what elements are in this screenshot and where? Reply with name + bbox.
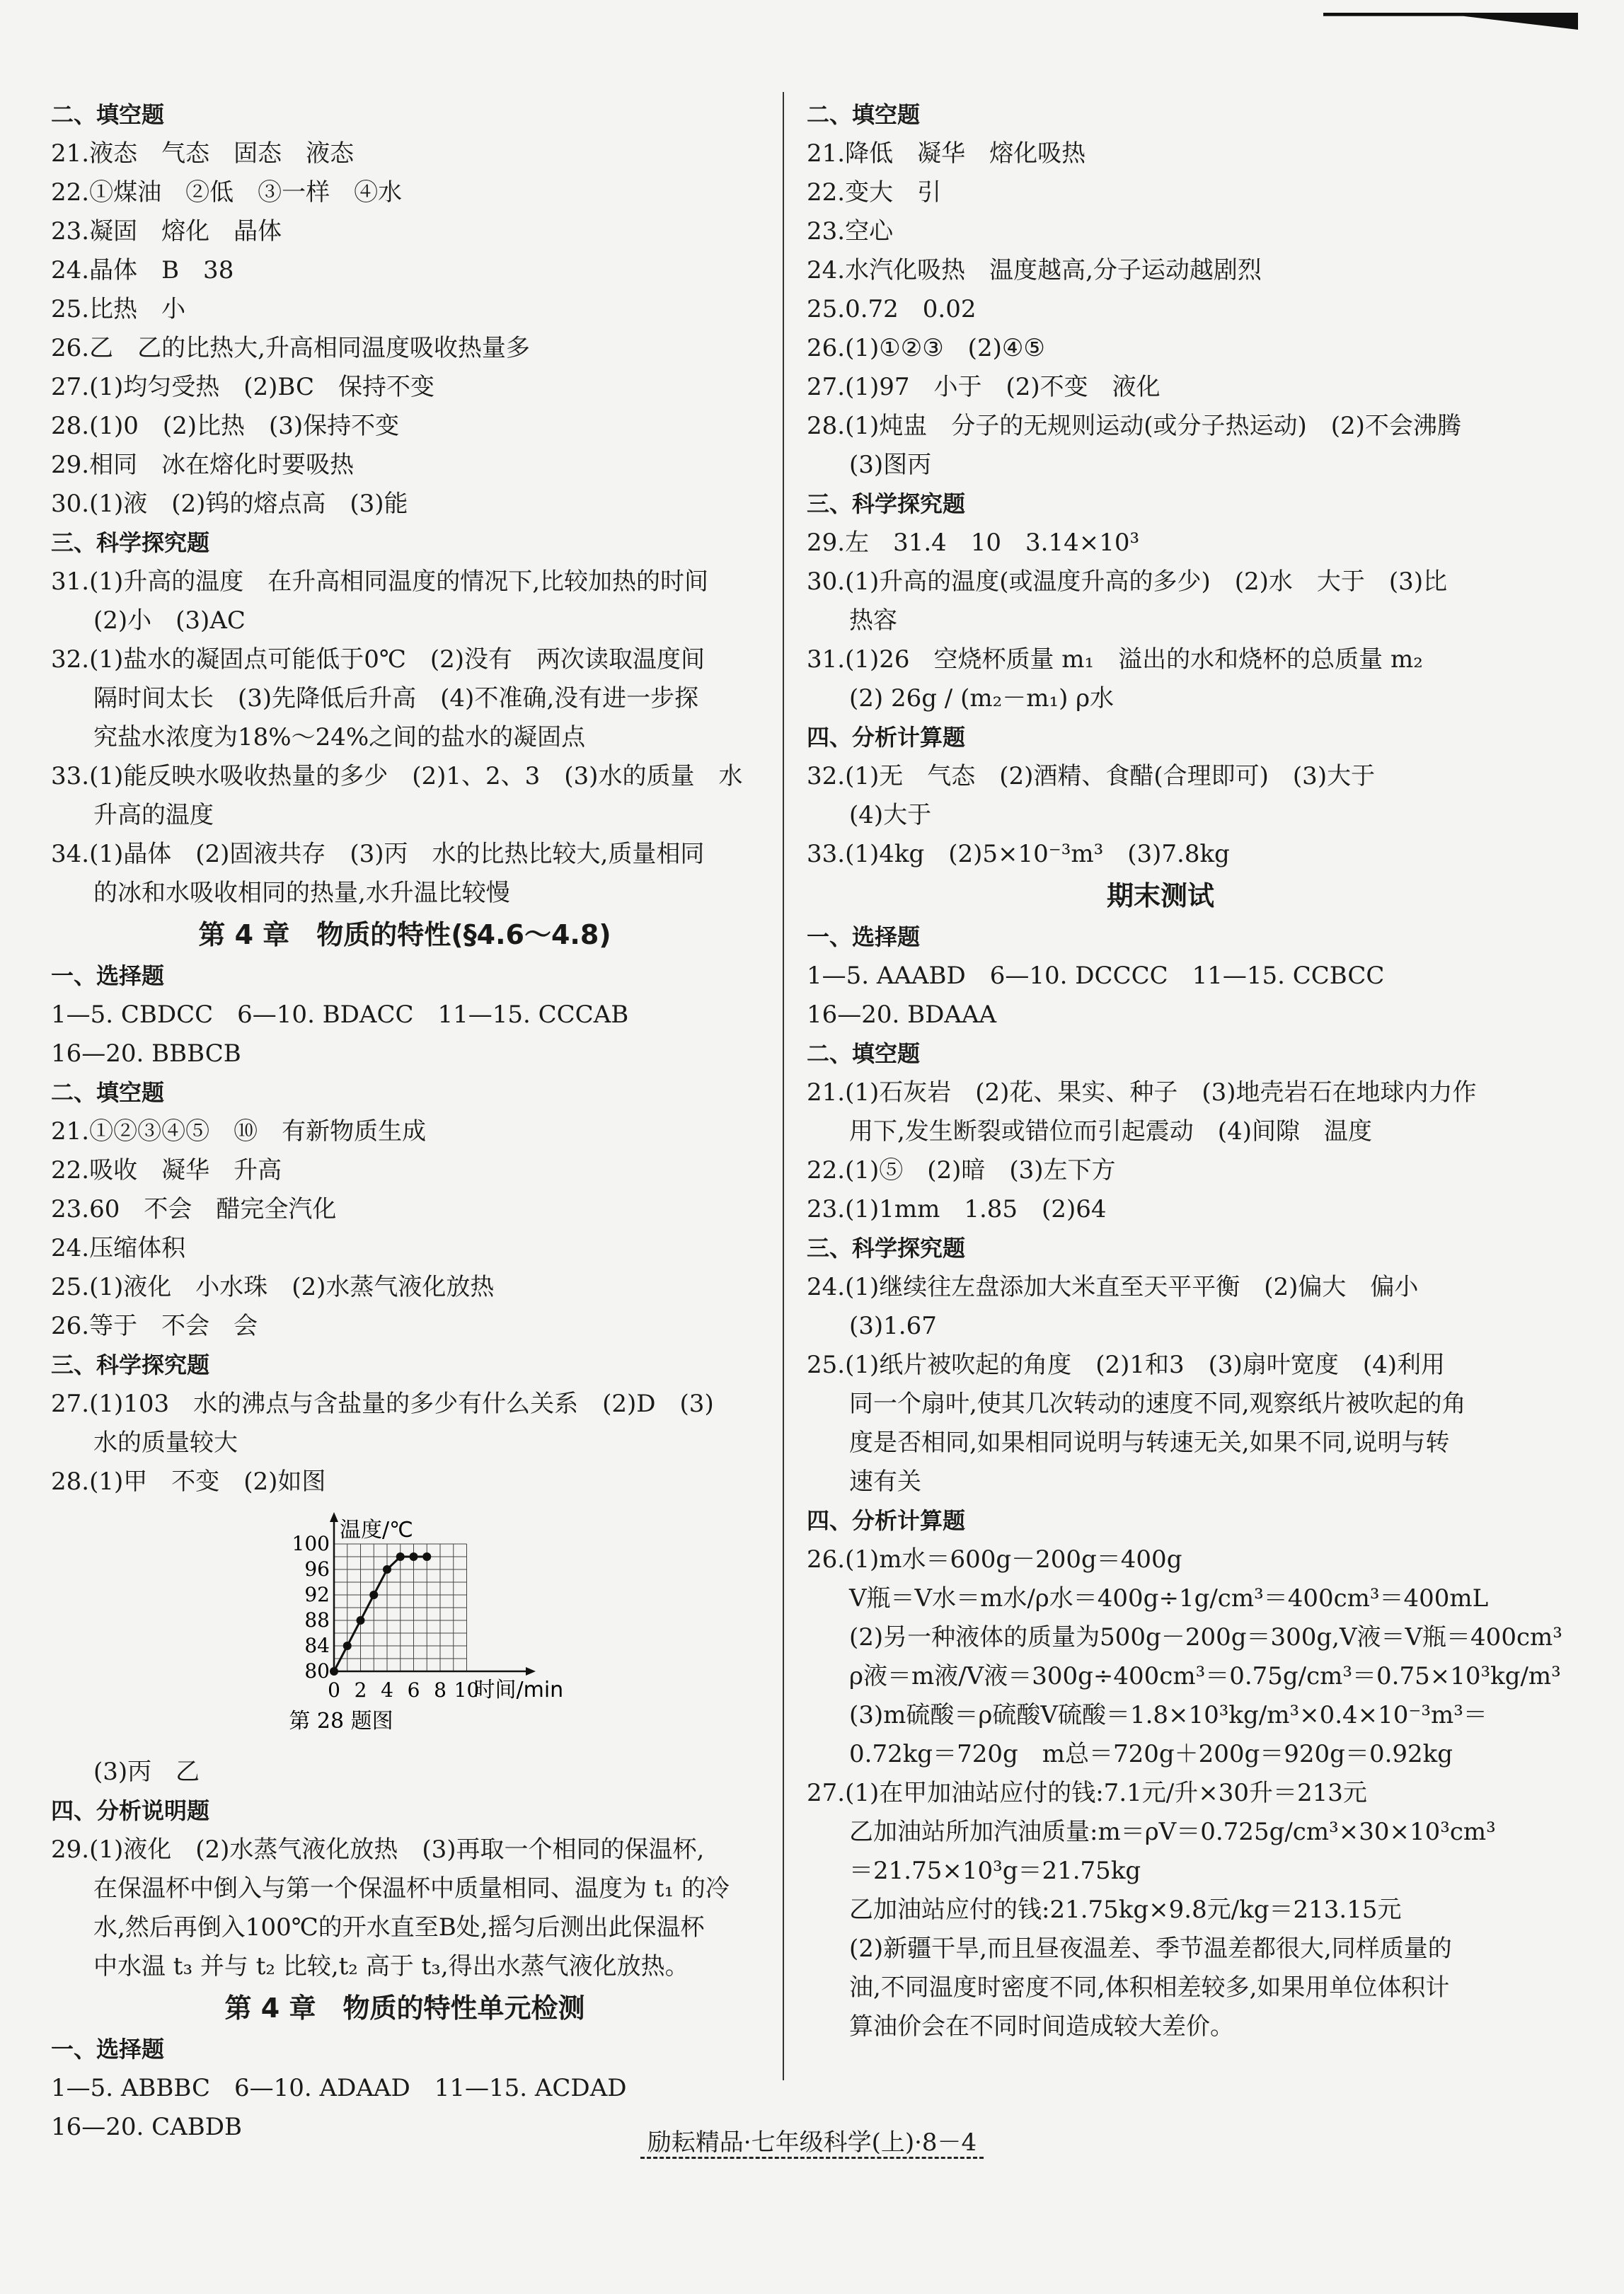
chapter-title: 第 4 章 物质的特性(§4.6～4.8)	[198, 919, 611, 950]
left-column	[51, 96, 759, 2147]
answer-line: 32.(1)无 气态 (2)酒精、食醋(合理即可) (3)大于	[807, 762, 1376, 790]
answer-line: 22.吸收 凝华 升高	[51, 1156, 282, 1185]
y-tick-label: 80	[304, 1659, 330, 1683]
section-heading: 四、分析计算题	[807, 1507, 966, 1534]
answer-line: 水,然后再倒入100℃的开水直至B处,摇匀后测出此保温杯	[93, 1913, 705, 1942]
answer-line: 29.(1)液化 (2)水蒸气液化放热 (3)再取一个相同的保温杯,	[51, 1835, 705, 1864]
answer-line: 31.(1)升高的温度 在升高相同温度的情况下,比较加热的时间	[51, 567, 709, 596]
column-divider	[783, 92, 784, 2080]
answer-line: 30.(1)液 (2)钨的熔点高 (3)能	[51, 490, 408, 518]
section-heading: 三、科学探究题	[51, 1351, 210, 1378]
answer-line: 26.(1)①②③ (2)④⑤	[807, 334, 1045, 362]
x-tick-label: 2	[354, 1678, 367, 1702]
y-tick-label: 84	[304, 1634, 330, 1657]
section-heading: 二、填空题	[51, 1079, 165, 1106]
y-tick-label: 100	[292, 1532, 330, 1555]
answer-line: (3)1.67	[849, 1312, 937, 1340]
y-tick-label: 92	[304, 1583, 330, 1606]
answer-line: 16—20. CABDB	[51, 2113, 242, 2141]
answer-line: 30.(1)升高的温度(或温度升高的多少) (2)水 大于 (3)比	[807, 567, 1448, 596]
data-point	[343, 1642, 352, 1650]
answer-line: 28.(1)甲 不变 (2)如图	[51, 1468, 326, 1496]
answer-line: 25.(1)纸片被吹起的角度 (2)1和3 (3)扇叶宽度 (4)利用	[807, 1351, 1445, 1379]
answer-line: 在保温杯中倒入与第一个保温杯中质量相同、温度为 t₁ 的冷	[93, 1874, 730, 1903]
answer-line: (4)大于	[849, 801, 932, 829]
answer-line: 24.水汽化吸热 温度越高,分子运动越剧烈	[807, 256, 1262, 284]
answer-line: 用下,发生断裂或错位而引起震动 (4)间隙 温度	[849, 1117, 1372, 1146]
x-axis-label: 时间/min	[473, 1678, 564, 1702]
data-point	[369, 1591, 378, 1599]
answer-line: 27.(1)均匀受热 (2)BC 保持不变	[51, 373, 435, 401]
answer-line: 隔时间太长 (3)先降低后升高 (4)不准确,没有进一步探	[93, 684, 699, 713]
answer-line: 21.①②③④⑤ ⑩ 有新物质生成	[51, 1117, 427, 1146]
y-axis-arrow	[330, 1512, 338, 1522]
answer-line: (2)另一种液体的质量为500g－200g＝300g,V液＝V瓶＝400cm³	[849, 1623, 1562, 1652]
answer-line: 水的质量较大	[93, 1429, 238, 1457]
section-heading: 三、科学探究题	[807, 490, 966, 517]
data-point	[357, 1616, 365, 1625]
chart-caption: 第 28 题图	[289, 1709, 393, 1734]
answer-line: 24.(1)继续往左盘添加大米直至天平平衡 (2)偏大 偏小	[807, 1273, 1419, 1301]
answer-line: 16—20. BBBCB	[51, 1039, 241, 1068]
answer-line: 22.(1)⑤ (2)暗 (3)左下方	[807, 1156, 1116, 1185]
answer-line: 24.压缩体积	[51, 1234, 186, 1262]
answer-line: 0.72kg＝720g m总＝720g＋200g＝920g＝0.92kg	[849, 1740, 1453, 1768]
answer-line: 23.(1)1mm 1.85 (2)64	[807, 1195, 1107, 1223]
answer-line: 28.(1)炖盅 分子的无规则运动(或分子热运动) (2)不会沸腾	[807, 412, 1461, 440]
answer-line: 升高的温度	[93, 801, 214, 829]
answer-line: 22.①煤油 ②低 ③一样 ④水	[51, 178, 403, 207]
answer-line: ＝21.75×10³g＝21.75kg	[849, 1857, 1141, 1885]
data-point	[410, 1552, 418, 1561]
answer-line: 22.变大 引	[807, 178, 942, 207]
chart-container	[51, 1502, 759, 1753]
answer-line: 速有关	[849, 1468, 921, 1496]
answer-line: 算油价会在不同时间造成较大差价。	[849, 2012, 1234, 2041]
answer-line: 28.(1)0 (2)比热 (3)保持不变	[51, 412, 400, 440]
answer-line: 33.(1)4kg (2)5×10⁻³m³ (3)7.8kg	[807, 840, 1230, 868]
answer-line: 29.相同 冰在熔化时要吸热	[51, 451, 355, 479]
data-point	[422, 1552, 431, 1561]
answer-line: (2)小 (3)AC	[93, 606, 246, 635]
answer-line: 26.等于 不会 会	[51, 1312, 258, 1340]
answer-line: 23.空心	[807, 217, 894, 246]
answer-line: 25.比热 小	[51, 295, 186, 323]
answer-line: 乙加油站应付的钱:21.75kg×9.8元/kg＝213.15元	[849, 1896, 1402, 1924]
answer-line: 21.降低 凝华 熔化吸热	[807, 139, 1086, 168]
right-column	[807, 96, 1562, 2046]
answer-line: 1—5. AAABD 6—10. DCCCC 11—15. CCBCC	[807, 962, 1385, 990]
top-decoration-bar	[1323, 13, 1578, 30]
answer-line: 33.(1)能反映水吸收热量的多少 (2)1、2、3 (3)水的质量 水	[51, 762, 743, 790]
answer-line: 同一个扇叶,使其几次转动的速度不同,观察纸片被吹起的角	[849, 1390, 1466, 1418]
answer-line: (2) 26g / (m₂－m₁) ρ水	[849, 684, 1115, 713]
answer-line: 25.0.72 0.02	[807, 295, 977, 323]
answer-line: (3)图丙	[849, 451, 932, 479]
answer-line: 热容	[849, 606, 897, 635]
answer-line: 度是否相同,如果相同说明与转速无关,如果不同,说明与转	[849, 1429, 1450, 1457]
answer-line: 1—5. ABBBC 6—10. ADAAD 11—15. ACDAD	[51, 2074, 627, 2102]
answer-line: 31.(1)26 空烧杯质量 m₁ 溢出的水和烧杯的总质量 m₂	[807, 645, 1423, 674]
x-tick-label: 6	[407, 1678, 420, 1702]
answer-line: ρ液＝m液/V液＝300g÷400cm³＝0.75g/cm³＝0.75×10³kg/m³	[849, 1662, 1561, 1690]
answer-line: V瓶＝V水＝m水/ρ水＝400g÷1g/cm³＝400cm³＝400mL	[849, 1584, 1489, 1613]
answer-line: (2)新疆干旱,而且昼夜温差、季节温差都很大,同样质量的	[849, 1935, 1452, 1963]
section-heading: 四、分析计算题	[807, 724, 966, 751]
temperature-time-chart	[228, 1502, 564, 1753]
answer-line: 29.左 31.4 10 3.14×10³	[807, 529, 1140, 557]
answer-line: 中水温 t₃ 并与 t₂ 比较,t₂ 高于 t₃,得出水蒸气液化放热。	[93, 1952, 689, 1981]
section-heading: 二、填空题	[807, 1040, 921, 1067]
section-heading: 三、科学探究题	[807, 1235, 966, 1262]
answer-line: 34.(1)晶体 (2)固液共存 (3)丙 水的比热比较大,质量相同	[51, 840, 705, 868]
section-heading: 一、选择题	[51, 2036, 165, 2063]
answer-line: (3)丙 乙	[93, 1758, 200, 1786]
answer-line: 乙加油站所加汽油质量:m＝ρV＝0.725g/cm³×30×10³cm³	[849, 1818, 1496, 1846]
answer-line: (3)m硫酸＝ρ硫酸V硫酸＝1.8×10³kg/m³×0.4×10⁻³m³＝	[849, 1701, 1487, 1729]
answer-line: 的冰和水吸收相同的热量,水升温比较慢	[93, 879, 510, 907]
answer-line: 26.乙 乙的比热大,升高相同温度吸收热量多	[51, 334, 530, 362]
section-heading: 二、填空题	[807, 101, 921, 128]
section-heading: 一、选择题	[51, 962, 165, 989]
section-heading: 一、选择题	[807, 923, 921, 950]
section-heading: 二、填空题	[51, 101, 165, 128]
section-heading: 三、科学探究题	[51, 529, 210, 556]
answer-line: 24.晶体 B 38	[51, 256, 234, 284]
answer-line: 16—20. BDAAA	[807, 1001, 997, 1029]
page-footer	[0, 2123, 1624, 2157]
answer-line: 油,不同温度时密度不同,体积相差较多,如果用单位体积计	[849, 1973, 1450, 2002]
answer-line: 32.(1)盐水的凝固点可能低于0℃ (2)没有 两次读取温度间	[51, 645, 706, 674]
answer-line: 1—5. CBDCC 6—10. BDACC 11—15. CCCAB	[51, 1001, 629, 1029]
section-heading: 四、分析说明题	[51, 1797, 210, 1824]
data-point	[396, 1552, 405, 1561]
y-axis-label: 温度/℃	[340, 1518, 413, 1543]
answer-line: 27.(1)97 小于 (2)不变 液化	[807, 373, 1161, 401]
answer-line: 27.(1)103 水的沸点与含盐量的多少有什么关系 (2)D (3)	[51, 1390, 714, 1418]
y-tick-label: 96	[304, 1557, 330, 1581]
answer-line: 究盐水浓度为18%～24%之间的盐水的凝固点	[93, 723, 586, 751]
x-axis-arrow	[526, 1667, 536, 1676]
data-line	[334, 1557, 427, 1671]
footer-text: 励耘精品·七年级科学(上)·8－4	[640, 2128, 984, 2159]
x-tick-label: 10	[454, 1678, 480, 1702]
answer-line: 21.(1)石灰岩 (2)花、果实、种子 (3)地壳岩石在地球内力作	[807, 1078, 1477, 1107]
answer-line: 26.(1)m水＝600g－200g＝400g	[807, 1545, 1182, 1574]
data-point	[330, 1667, 338, 1676]
answer-line: 21.液态 气态 固态 液态	[51, 139, 355, 168]
y-tick-label: 88	[304, 1608, 330, 1632]
data-point	[383, 1565, 391, 1574]
x-tick-label: 0	[328, 1678, 340, 1702]
answer-line: 27.(1)在甲加油站应付的钱:7.1元/升×30升＝213元	[807, 1779, 1367, 1807]
answer-line: 23.凝固 熔化 晶体	[51, 217, 282, 246]
x-tick-label: 4	[381, 1678, 393, 1702]
answer-line: 23.60 不会 醋完全汽化	[51, 1195, 337, 1223]
x-tick-label: 8	[434, 1678, 447, 1702]
chapter-title: 期末测试	[1106, 880, 1214, 911]
chapter-title: 第 4 章 物质的特性单元检测	[224, 1993, 585, 2024]
answer-line: 25.(1)液化 小水珠 (2)水蒸气液化放热	[51, 1273, 495, 1301]
